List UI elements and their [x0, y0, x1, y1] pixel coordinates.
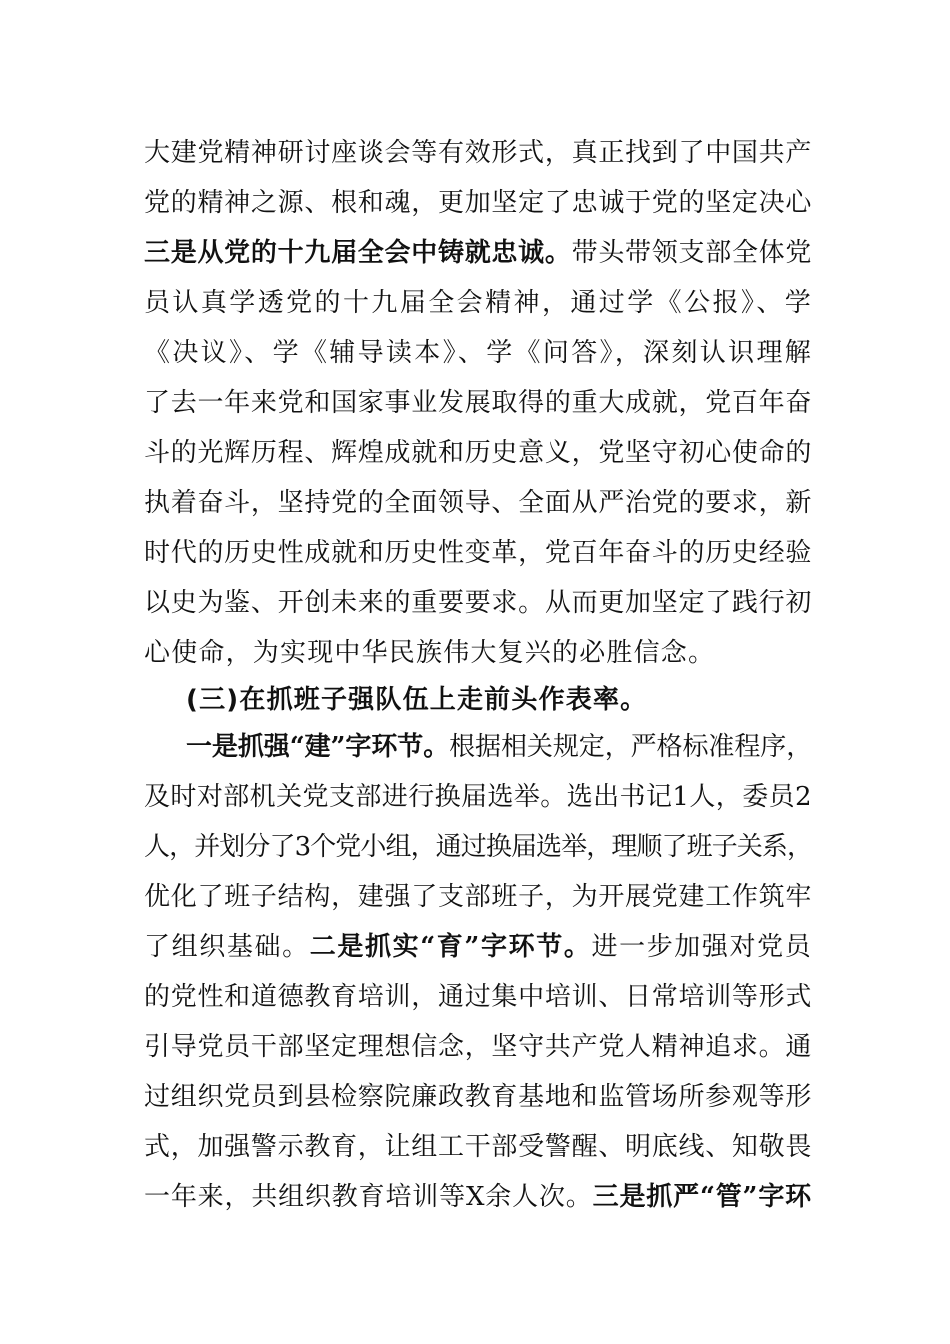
text-line — [144, 228, 812, 278]
text-line — [144, 628, 812, 678]
section-heading — [186, 675, 786, 725]
section-heading-text: (三)在抓班子强队伍上走前头作表率。 — [186, 685, 648, 715]
text-line — [144, 478, 812, 528]
text-segment: 以史为鉴、开创未来的重要要求。从而更加坚定了践行初 — [144, 588, 812, 618]
text-line — [144, 428, 812, 478]
text-line — [144, 822, 812, 872]
text-segment: 优化了班子结构，建强了支部班子，为开展党建工作筑牢 — [144, 882, 812, 912]
bold-lead-phrase: 一是抓强“建”字环节。 — [186, 732, 450, 762]
text-line — [144, 528, 812, 578]
text-line — [144, 872, 812, 922]
text-segment: 引导党员干部坚定理想信念，坚守共产党人精神追求。通 — [144, 1032, 812, 1062]
text-segment: 党的精神之源、根和魂，更加坚定了忠诚于党的坚定决心 — [144, 188, 812, 218]
text-segment: 进一步加强对党员 — [591, 932, 812, 962]
text-line — [186, 722, 812, 772]
text-segment: 带头带领支部全体党 — [571, 238, 812, 268]
text-segment: 斗的光辉历程、辉煌成就和历史意义，党坚守初心使命的 — [144, 438, 812, 468]
text-segment: 员认真学透党的十九届全会精神，通过学《公报》、学 — [144, 288, 812, 318]
text-line — [144, 772, 812, 822]
text-segment: 执着奋斗，坚持党的全面领导、全面从严治党的要求，新 — [144, 488, 812, 518]
text-line — [144, 128, 812, 178]
text-line — [144, 922, 812, 972]
text-segment: 一年来，共组织教育培训等X余人次。 — [144, 1182, 593, 1212]
text-segment: 及时对部机关党支部进行换届选举。选出书记1人，委员2 — [144, 782, 812, 812]
text-line — [144, 1022, 812, 1072]
text-line — [144, 972, 812, 1022]
text-segment: 心使命，为实现中华民族伟大复兴的必胜信念。 — [144, 638, 716, 668]
text-line — [144, 1072, 812, 1122]
text-segment: 大建党精神研讨座谈会等有效形式，真正找到了中国共产 — [144, 138, 812, 168]
bold-lead-phrase: 三是抓严“管”字环 — [592, 1182, 812, 1212]
text-segment: 式，加强警示教育，让组工干部受警醒、明底线、知敬畏 — [144, 1132, 812, 1162]
text-segment: 《决议》、学《辅导读本》、学《问答》，深刻认识理解 — [144, 338, 812, 368]
text-segment: 人，并划分了3个党小组，通过换届选举，理顺了班子关系， — [144, 832, 812, 862]
text-segment: 的党性和道德教育培训，通过集中培训、日常培训等形式 — [144, 982, 812, 1012]
text-segment: 根据相关规定，严格标准程序， — [449, 732, 812, 762]
bold-lead-phrase: 二是抓实“育”字环节。 — [309, 932, 592, 962]
text-line — [144, 278, 812, 328]
text-line — [144, 378, 812, 428]
text-line — [144, 328, 812, 378]
text-line — [144, 178, 812, 228]
text-segment: 时代的历史性成就和历史性变革，党百年奋斗的历史经验 — [144, 538, 812, 568]
text-segment: 过组织党员到县检察院廉政教育基地和监管场所参观等形 — [144, 1082, 812, 1112]
text-line — [144, 1122, 812, 1172]
text-segment: 了组织基础。 — [144, 932, 310, 962]
text-line — [144, 1172, 812, 1222]
bold-lead-phrase: 三是从党的十九届全会中铸就忠诚。 — [144, 238, 572, 268]
text-line — [144, 578, 812, 628]
text-segment: 了去一年来党和国家事业发展取得的重大成就，党百年奋 — [144, 388, 812, 418]
